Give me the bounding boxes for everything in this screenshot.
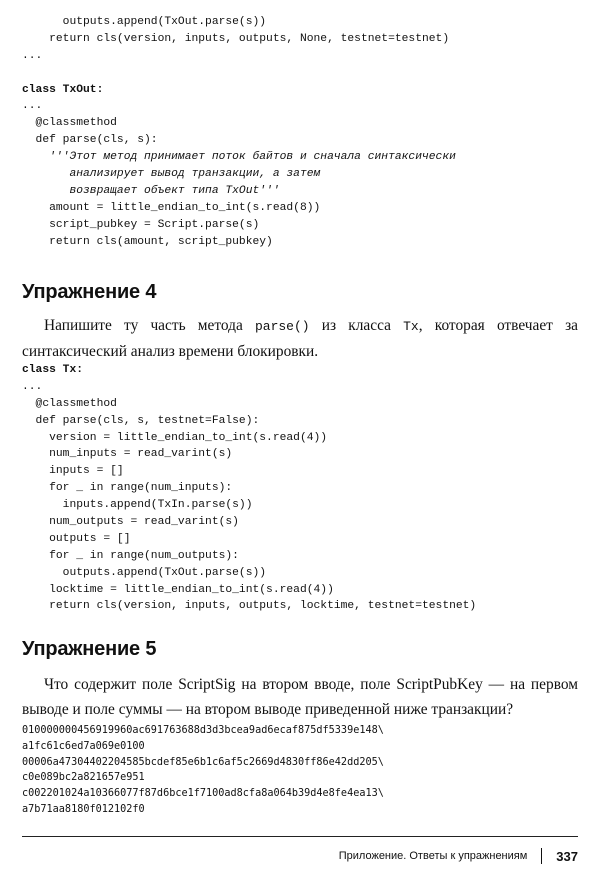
code-line: outputs.append(TxOut.parse(s)): [22, 16, 267, 28]
exercise-4-heading: Упражнение 4: [22, 281, 157, 303]
code-line: return cls(version, inputs, outputs, None, testnet=testnet): [22, 32, 450, 45]
code-line: num_inputs = read_varint(s): [22, 448, 233, 461]
hex-line: c002201024a10366077f87d6bce1f7100ad8cfa8a064b39d4e8fe4ea13\: [22, 788, 384, 800]
code-line: return cls(version, inputs, outputs, locktime, testnet=testnet): [22, 600, 477, 613]
code-line: for _ in range(num_outputs):: [22, 549, 239, 562]
code-line: '''Этот метод принимает поток байтов и сначала синтаксически: [22, 151, 456, 164]
code-line: class TxOut:: [22, 83, 104, 96]
page-footer: [339, 848, 578, 864]
code-line: outputs = []: [22, 532, 131, 545]
transaction-hex: [22, 723, 384, 818]
exercise-5-text: Что содержит поле ScriptSig на втором вводе, поле ScriptPubKey — на первом выводе и поле суммы — на втором выводе приведенной ниже транзакции?: [22, 676, 578, 718]
code-line: inputs = []: [22, 465, 124, 478]
code-line: script_pubkey = Script.parse(s): [22, 218, 260, 231]
code-line: version = little_endian_to_int(s.read(4)): [22, 431, 328, 444]
hex-line: a1fc61c6ed7a069e0100: [22, 740, 145, 752]
code-line: возвращает объект типа TxOut''': [22, 184, 280, 197]
code-line: @classmethod: [22, 117, 117, 130]
code-line: amount = little_endian_to_int(s.read(8)): [22, 201, 321, 214]
code-line: def parse(cls, s, testnet=False):: [22, 414, 260, 427]
code-line: ...: [22, 100, 43, 113]
footer-separator: [541, 848, 542, 864]
page-number: 337: [556, 848, 578, 864]
code-line: inputs.append(TxIn.parse(s)): [22, 499, 253, 512]
code-line: num_outputs = read_varint(s): [22, 516, 239, 529]
hex-line: a7b71aa8180f012102f0: [22, 803, 145, 815]
code-line: ...: [22, 49, 43, 62]
code-line: class Tx:: [22, 364, 84, 376]
chapter-title: Приложение. Ответы к упражнениям: [338, 850, 528, 862]
hex-line: c0e089bc2a821657e951: [22, 772, 145, 784]
code-line: [22, 65, 456, 82]
footer-rule: [22, 836, 578, 837]
code-line: def parse(cls, s):: [22, 134, 158, 147]
code-line: locktime = little_endian_to_int(s.read(4)): [22, 583, 334, 596]
hex-line: 010000000456919960ac691763688d3d3bcea9ad6ecaf875df5339e148\: [22, 725, 384, 736]
class-name: Tx: [403, 319, 419, 334]
code-line: @classmethod: [22, 397, 117, 410]
hex-line: 00006a47304402204585bcdef85e6b1c6af5c2669d4830ff86e42dd205\: [22, 756, 384, 768]
code-line: for _ in range(num_inputs):: [22, 482, 233, 495]
code-line: анализирует вывод транзакции, а затем: [22, 168, 321, 181]
code-line: outputs.append(TxOut.parse(s)): [22, 566, 267, 579]
code-line: ...: [22, 380, 43, 393]
exercise-5-heading: Упражнение 5: [22, 638, 157, 660]
method-name: parse(): [254, 319, 310, 334]
exercise-4-text: Напишите ту часть метода parse() из класса Tx, которая отвечает за синтаксический анализ времени блокировки.: [22, 317, 579, 360]
code-line: return cls(amount, script_pubkey): [22, 235, 273, 248]
code-block-txout: [22, 14, 456, 250]
code-block-tx: [22, 362, 476, 615]
